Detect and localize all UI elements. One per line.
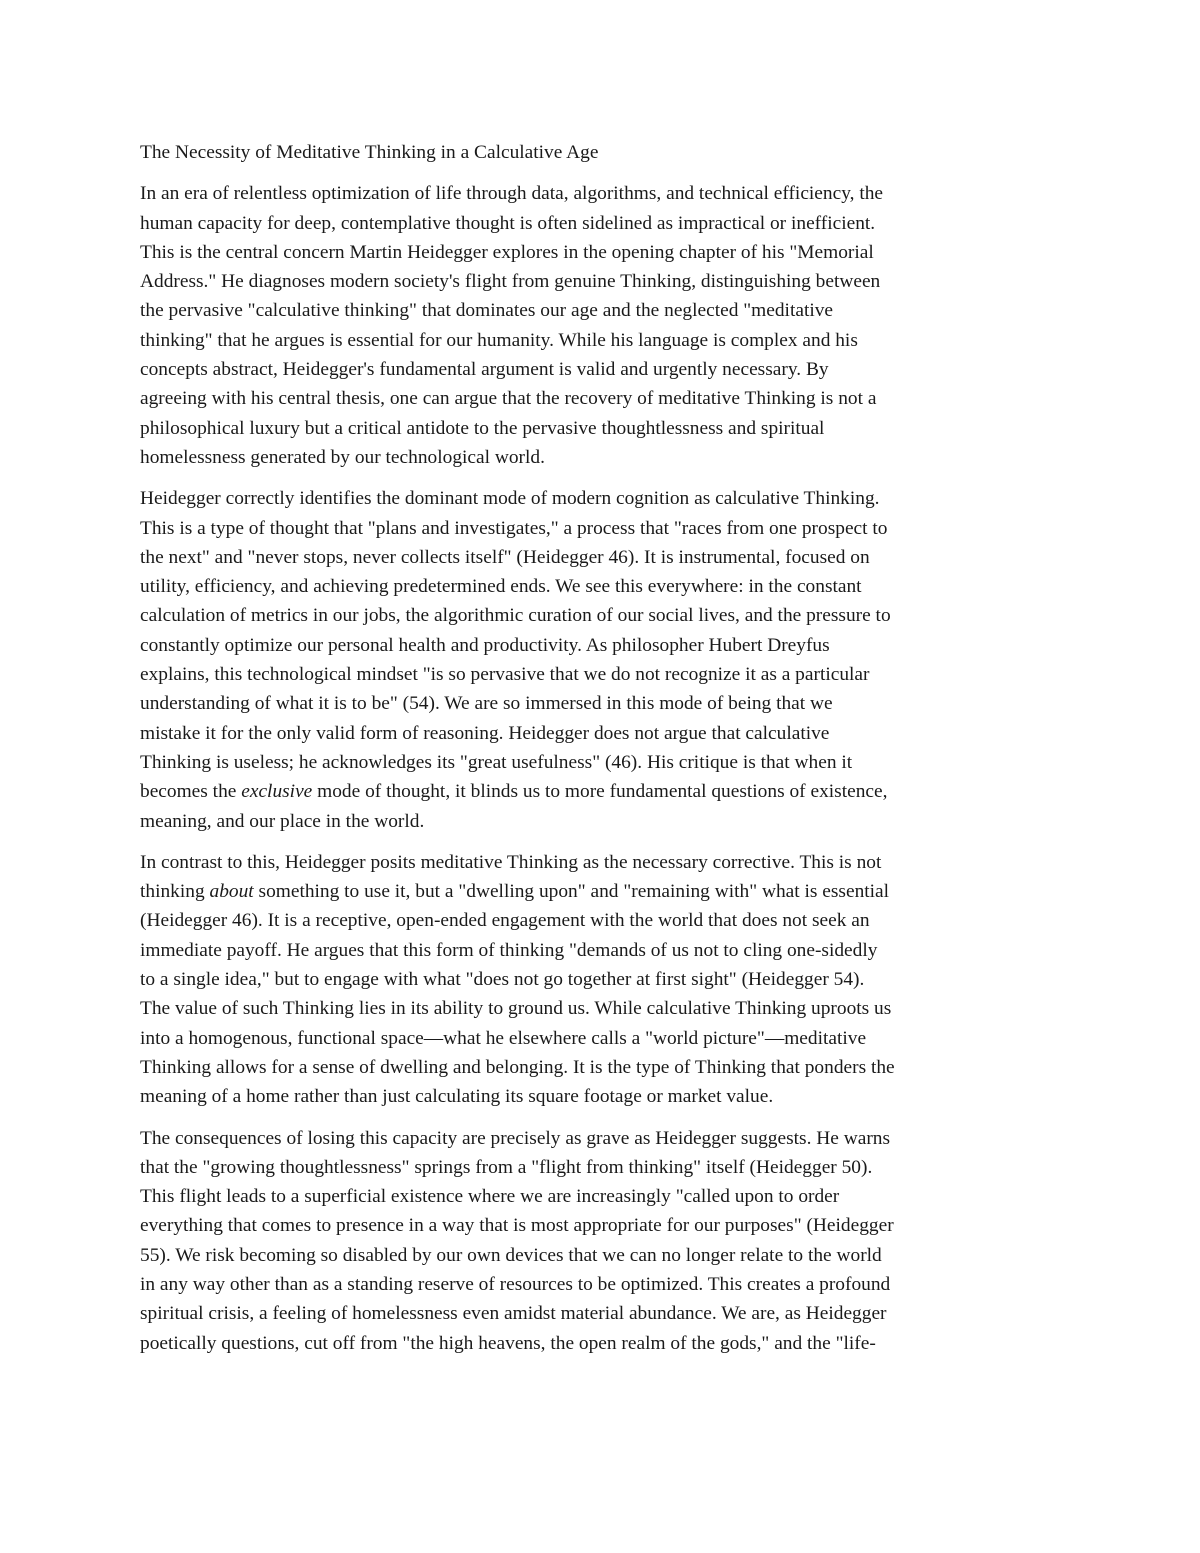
line-segment: thinking (140, 881, 210, 903)
paragraph-line: in any way other than as a standing reserve of resources to be optimized. This creates a profound (140, 1273, 891, 1295)
paragraph-line: that the "growing thoughtlessness" springs from a "flight from thinking" itself (Heidegger 50). (140, 1156, 873, 1178)
paragraph-3 (140, 848, 1065, 1112)
paragraph-line: into a homogenous, functional space—what he elsewhere calls a "world picture"—meditative (140, 1027, 867, 1049)
document-title: The Necessity of Meditative Thinking in a Calculative Age (140, 142, 599, 163)
paragraph-line: immediate payoff. He argues that this form of thinking "demands of us not to cling one-sidedly (140, 939, 878, 961)
paragraph-line: Address." He diagnoses modern society's flight from genuine Thinking, distinguishing between (140, 271, 881, 293)
paragraph-line: agreeing with his central thesis, one can argue that the recovery of meditative Thinking is not a (140, 388, 877, 410)
paragraph-line: concepts abstract, Heidegger's fundamental argument is valid and urgently necessary. By (140, 359, 829, 381)
paragraph-4 (140, 1124, 1065, 1358)
paragraph-line: homelessness generated by our technological world. (140, 446, 545, 468)
paragraph-line: philosophical luxury but a critical antidote to the pervasive thoughtlessness and spiritual (140, 417, 825, 439)
paragraph-line: This is a type of thought that "plans and investigates," a process that "races from one prospect to (140, 517, 888, 539)
paragraph-1 (140, 179, 1065, 472)
paragraph-line: mistake it for the only valid form of reasoning. Heidegger does not argue that calculative (140, 722, 830, 744)
paragraph-line: utility, efficiency, and achieving predetermined ends. We see this everywhere: in the constant (140, 576, 862, 598)
line-segment: mode of thought, it blinds us to more fundamental questions of existence, (312, 781, 888, 803)
paragraph-line: calculation of metrics in our jobs, the algorithmic curation of our social lives, and the pressure to (140, 605, 891, 627)
paragraph-line: Thinking allows for a sense of dwelling and belonging. It is the type of Thinking that ponders the (140, 1056, 895, 1078)
document-page (140, 138, 1065, 1370)
paragraph-line: Heidegger correctly identifies the dominant mode of modern cognition as calculative Thinking. (140, 488, 880, 510)
paragraph-line: Thinking is useless; he acknowledges its "great usefulness" (46). His critique is that when it (140, 751, 853, 773)
paragraph-line: 55). We risk becoming so disabled by our own devices that we can no longer relate to the world (140, 1244, 882, 1266)
paragraph-line: the next" and "never stops, never collects itself" (Heidegger 46). It is instrumental, focused on (140, 546, 870, 568)
paragraph-line: The consequences of losing this capacity are precisely as grave as Heidegger suggests. He warns (140, 1127, 891, 1149)
paragraph-line: explains, this technological mindset "is so pervasive that we do not recognize it as a particular (140, 664, 870, 686)
paragraph-line: to a single idea," but to engage with what "does not go together at first sight" (Heidegger 54). (140, 969, 865, 991)
emphasis-text: exclusive (241, 781, 313, 803)
paragraph-line: thinking" that he argues is essential for our humanity. While his language is complex and his (140, 329, 858, 351)
line-segment: becomes the (140, 781, 242, 803)
paragraph-line: human capacity for deep, contemplative thought is often sidelined as impractical or inefficient. (140, 212, 876, 234)
paragraph-line: poetically questions, cut off from "the high heavens, the open realm of the gods," and the "life- (140, 1332, 876, 1354)
paragraph-line: This flight leads to a superficial existence where we are increasingly "called upon to order (140, 1186, 840, 1208)
paragraph-line: the pervasive "calculative thinking" that dominates our age and the neglected "meditative (140, 300, 834, 322)
paragraph-line: meaning, and our place in the world. (140, 810, 425, 832)
paragraph-line: spiritual crisis, a feeling of homelessness even amidst material abundance. We are, as Heidegger (140, 1303, 887, 1325)
paragraph-line (140, 777, 1065, 806)
paragraph-line: In an era of relentless optimization of life through data, algorithms, and technical efficiency, the (140, 183, 884, 205)
paragraph-line: understanding of what it is to be" (54). We are so immersed in this mode of being that we (140, 693, 833, 715)
emphasis-text: about (209, 881, 254, 903)
paragraph-line: The value of such Thinking lies in its ability to ground us. While calculative Thinking uproots us (140, 998, 892, 1020)
paragraph-line: everything that comes to presence in a way that is most appropriate for our purposes" (Heidegger (140, 1215, 894, 1237)
paragraph-line: In contrast to this, Heidegger posits meditative Thinking as the necessary corrective. This is not (140, 851, 882, 873)
paragraph-line: constantly optimize our personal health and productivity. As philosopher Hubert Dreyfus (140, 634, 830, 656)
paragraph-line: This is the central concern Martin Heidegger explores in the opening chapter of his "Memorial (140, 241, 874, 263)
line-segment: something to use it, but a "dwelling upon" and "remaining with" what is essential (253, 881, 890, 903)
paragraph-line: (Heidegger 46). It is a receptive, open-ended engagement with the world that does not seek an (140, 910, 870, 932)
paragraph-line (140, 877, 1065, 906)
paragraph-2 (140, 484, 1065, 836)
paragraph-line: meaning of a home rather than just calculating its square footage or market value. (140, 1086, 774, 1108)
